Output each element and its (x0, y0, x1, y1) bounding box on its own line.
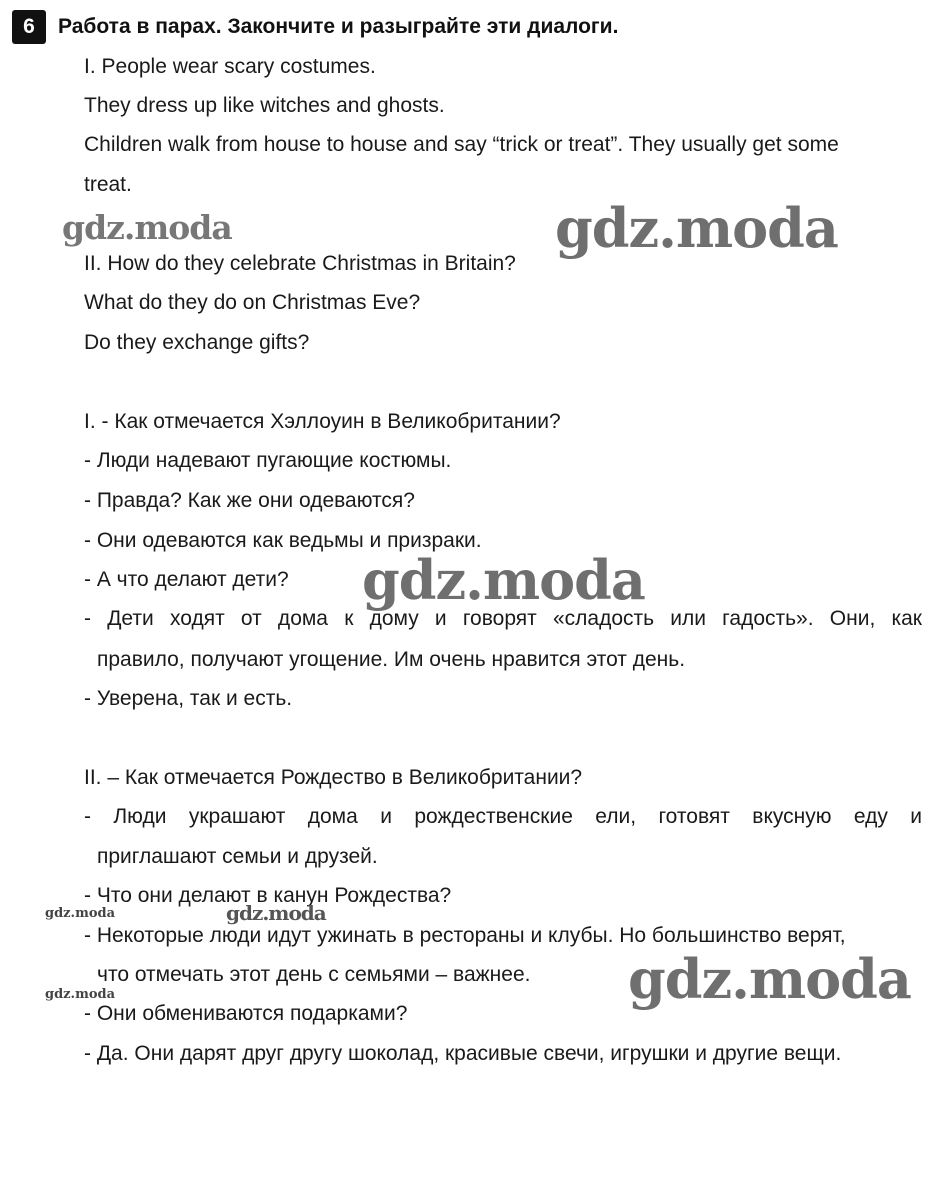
watermark: gdz.moda (362, 548, 645, 612)
dialog-line: - Они обмениваются подарками? (84, 1002, 408, 1025)
dialog-line: I. - Как отмечается Хэллоуин в Великобритании? (84, 410, 561, 433)
dialog-line: - Что они делают в канун Рождества? (84, 884, 452, 907)
dialog-line: - Люди надевают пугающие костюмы. (84, 449, 452, 472)
english-line: II. How do they celebrate Christmas in Britain? (84, 252, 516, 275)
watermark: gdz.moda (45, 987, 116, 1002)
dialog-line: - Люди украшают дома и рождественские ели, готовят вкусную еду и (84, 805, 922, 828)
english-line: Do they exchange gifts? (84, 331, 310, 354)
dialog-line: II. – Как отмечается Рождество в Великобритании? (84, 766, 583, 789)
watermark: gdz.moda (628, 947, 911, 1011)
dialog-line: - Уверена, так и есть. (84, 687, 293, 710)
english-line: They dress up like witches and ghosts. (84, 94, 445, 117)
dialog-line: приглашают семьи и друзей. (97, 845, 378, 868)
watermark: gdz.moda (226, 901, 326, 925)
english-line: treat. (84, 173, 132, 196)
dialog-line: - Да. Они дарят друг другу шоколад, красивые свечи, игрушки и другие вещи. (84, 1042, 842, 1065)
english-line: I. People wear scary costumes. (84, 55, 376, 78)
english-line: What do they do on Christmas Eve? (84, 291, 421, 314)
dialog-line: - Некоторые люди идут ужинать в рестораны и клубы. Но большинство верят, (84, 924, 846, 947)
dialog-line: - А что делают дети? (84, 568, 289, 591)
english-line: Children walk from house to house and say “trick or treat”. They usually get some (84, 133, 839, 156)
dialog-line: правило, получают угощение. Им очень нравится этот день. (97, 648, 686, 671)
dialog-line: - Они одеваются как ведьмы и призраки. (84, 529, 482, 552)
watermark: gdz.moda (62, 208, 232, 247)
task-number-badge: 6 (12, 10, 46, 44)
task-title: Работа в парах. Закончите и разыграйте эти диалоги. (58, 15, 619, 38)
watermark: gdz.moda (555, 196, 838, 260)
dialog-line: - Дети ходят от дома к дому и говорят «сладость или гадость». Они, как (84, 607, 922, 630)
watermark: gdz.moda (45, 906, 116, 921)
task-header (12, 10, 618, 44)
dialog-line: что отмечать этот день с семьями – важнее. (97, 963, 531, 986)
dialog-line: - Правда? Как же они одеваются? (84, 489, 415, 512)
